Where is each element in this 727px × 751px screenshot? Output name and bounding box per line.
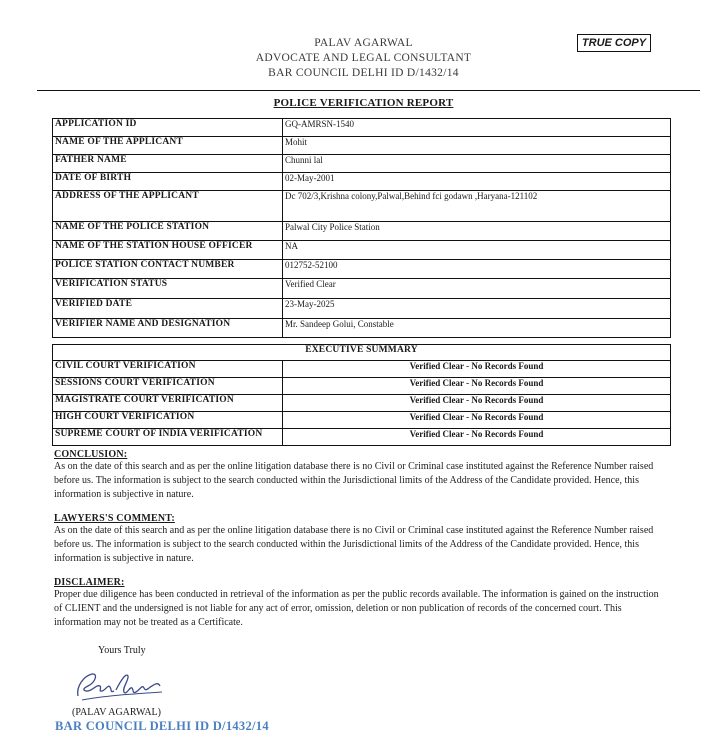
disclaimer-section	[54, 577, 666, 630]
detail-label: POLICE STATION CONTACT NUMBER	[53, 260, 283, 279]
summary-value: Verified Clear - No Records Found	[283, 395, 671, 412]
table-row	[53, 345, 671, 361]
detail-value: GQ-AMRSN-1540	[283, 119, 671, 137]
table-row	[53, 241, 671, 260]
advocate-name: PALAV AGARWAL	[314, 37, 413, 49]
detail-value: Chunni lal	[283, 155, 671, 173]
summary-label: MAGISTRATE COURT VERIFICATION	[53, 395, 283, 412]
summary-heading: EXECUTIVE SUMMARY	[53, 345, 671, 361]
table-row	[53, 395, 671, 412]
summary-label: SUPREME COURT OF INDIA VERIFICATION	[53, 429, 283, 446]
conclusion-section	[54, 449, 666, 502]
disclaimer-label: DISCLAIMER:	[54, 577, 125, 588]
table-row	[53, 155, 671, 173]
table-row	[53, 361, 671, 378]
summary-value: Verified Clear - No Records Found	[283, 429, 671, 446]
summary-label: CIVIL COURT VERIFICATION	[53, 361, 283, 378]
detail-value: NA	[283, 241, 671, 260]
detail-value: Palwal City Police Station	[283, 222, 671, 241]
detail-label: VERIFIED DATE	[53, 299, 283, 319]
detail-value: Verified Clear	[283, 279, 671, 299]
detail-label: NAME OF THE POLICE STATION	[53, 222, 283, 241]
detail-value: 23-May-2025	[283, 299, 671, 319]
true-copy-stamp: TRUE COPY	[577, 34, 651, 52]
table-row	[53, 319, 671, 338]
detail-label: ADDRESS OF THE APPLICANT	[53, 191, 283, 222]
summary-value: Verified Clear - No Records Found	[283, 361, 671, 378]
detail-label: NAME OF THE STATION HOUSE OFFICER	[53, 241, 283, 260]
signer-name: (PALAV AGARWAL)	[72, 707, 161, 718]
detail-label: DATE OF BIRTH	[53, 173, 283, 191]
detail-label: APPLICATION ID	[53, 119, 283, 137]
bar-council-id: BAR COUNCIL DELHI ID D/1432/14	[268, 67, 459, 79]
table-row	[53, 299, 671, 319]
table-row	[53, 429, 671, 446]
detail-value: 02-May-2001	[283, 173, 671, 191]
detail-label: VERIFICATION STATUS	[53, 279, 283, 299]
lawyers-comment-section	[54, 513, 666, 566]
summary-label: HIGH COURT VERIFICATION	[53, 412, 283, 429]
closing-salutation: Yours Truly	[98, 645, 146, 656]
summary-value: Verified Clear - No Records Found	[283, 378, 671, 395]
advocate-designation: ADVOCATE AND LEGAL CONSULTANT	[255, 52, 472, 64]
detail-value: 012752-52100	[283, 260, 671, 279]
table-row	[53, 260, 671, 279]
handwritten-signature	[72, 666, 167, 706]
table-row	[53, 222, 671, 241]
detail-label: FATHER NAME	[53, 155, 283, 173]
executive-summary-table	[52, 344, 671, 446]
lawyers-comment-label: LAWYERS'S COMMENT:	[54, 513, 175, 524]
conclusion-label: CONCLUSION:	[54, 449, 128, 460]
disclaimer-text: Proper due diligence has been conducted in retrieval of the information as per the public records available. The information is gained on the instruction of CLIENT and the undersigned is not liable for any act of error, omission, deletion or non publication of records of the concerned court. This information may not be treated as a Certificate.	[54, 589, 659, 628]
table-row	[53, 191, 671, 222]
table-row	[53, 119, 671, 137]
table-row	[53, 173, 671, 191]
summary-label: SESSIONS COURT VERIFICATION	[53, 378, 283, 395]
applicant-details-table	[52, 118, 671, 338]
conclusion-text: As on the date of this search and as per the online litigation database there is no Civil or Criminal case instituted against the Reference Number raised before us. The information is subject to the search conducted within the Jurisdictional limits of the Address of the Candidate provided. Hence, this information is subjective in nature.	[54, 461, 654, 500]
footer-bar-council-id: BAR COUNCIL DELHI ID D/1432/14	[55, 719, 269, 733]
table-row	[53, 137, 671, 155]
detail-value: Mohit	[283, 137, 671, 155]
detail-label: VERIFIER NAME AND DESIGNATION	[53, 319, 283, 338]
summary-value: Verified Clear - No Records Found	[283, 412, 671, 429]
detail-value: Dc 702/3,Krishna colony,Palwal,Behind fci godawn ,Haryana-121102	[283, 191, 671, 222]
table-row	[53, 279, 671, 299]
table-row	[53, 412, 671, 429]
table-row	[53, 378, 671, 395]
detail-label: NAME OF THE APPLICANT	[53, 137, 283, 155]
detail-value: Mr. Sandeep Golui, Constable	[283, 319, 671, 338]
lawyers-comment-text: As on the date of this search and as per the online litigation database there is no Civil or Criminal case instituted against the Reference Number raised before us. The information is subject to the search conducted within the Jurisdictional limits of the Address of the Candidate provided. Hence, this information is subjective in nature.	[54, 525, 654, 564]
report-title: POLICE VERIFICATION REPORT	[273, 97, 454, 109]
header-divider	[37, 90, 700, 91]
